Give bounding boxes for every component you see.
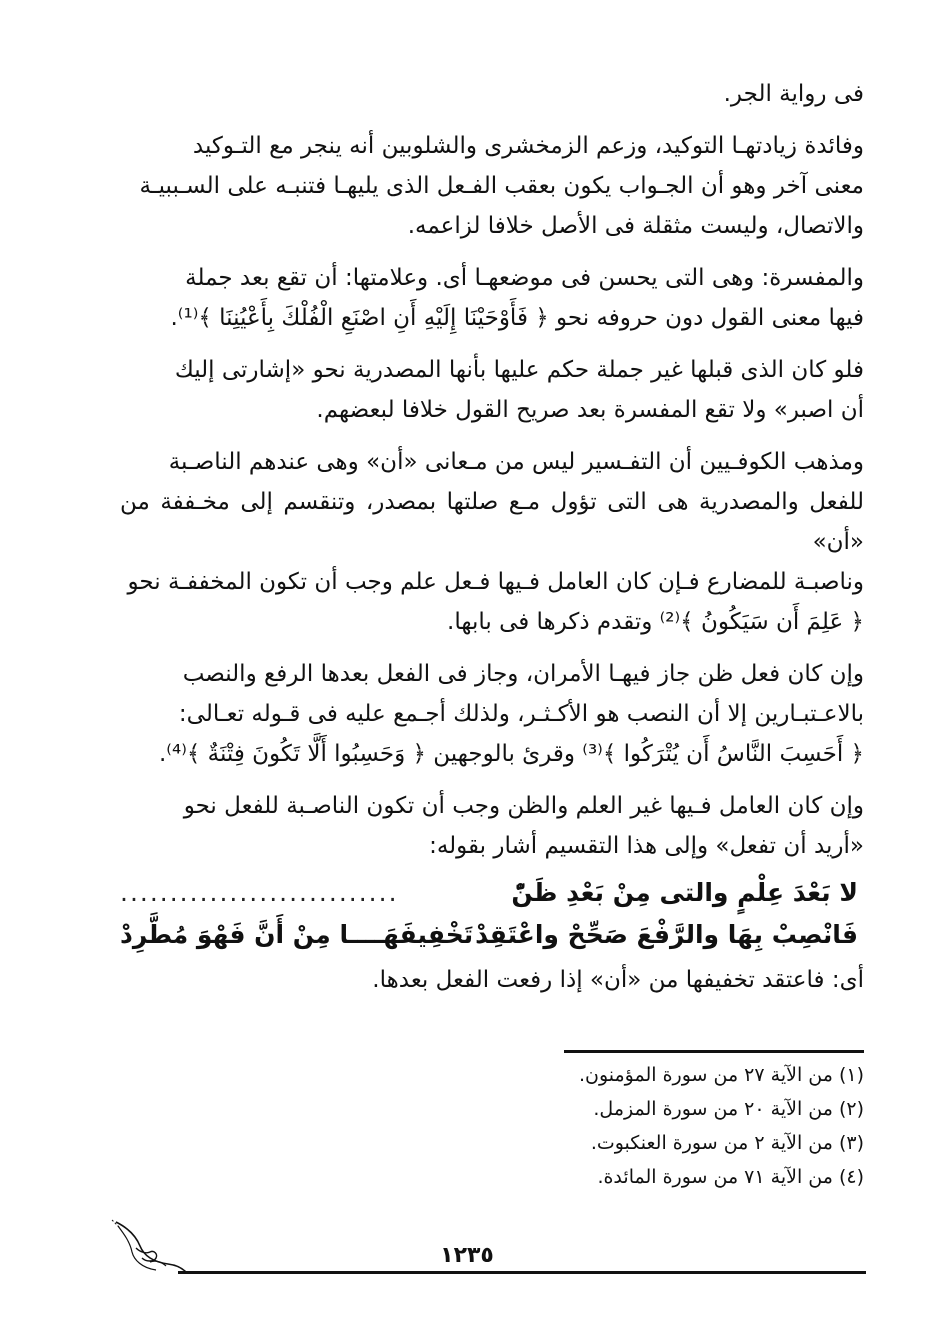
poetry-verse [120,872,864,956]
main-text [120,74,864,1000]
text-line: ﴿ أَحَسِبَ النَّاسُ أَن يُتْرَكُوا ﴾⁽³⁾ وقرئ بالوجهين ﴿ وَحَسِبُوا أَلَّا تَكُونَ فِتْنَةٌ ﴾⁽⁴⁾. [158,741,864,767]
text-line: وفائدة زيادتهـا التوكيد، وزعم الزمخشرى والشلوبين أنه ينجر مع التـوكيد [192,133,864,159]
verse-hemistich-first: لا بَعْدَ عِلْمٍ والتى مِنْ بَعْدِ ظَنّْ [511,878,858,907]
verse-hemistich-second: تَخْفِيفَهَــــا مِنْ أَنَّ فَهْوَ مُطَّرِدْ [120,920,474,949]
text-line: أن اصبر» ولا تقع المفسرة بعد صريح القول خلافا لبعضهم. [316,397,864,423]
footnote: (٣) من الآية ٢ من سورة العنكبوت. [590,1132,864,1154]
paragraph [120,350,864,430]
text-line: فيها معنى القول دون حروفه نحو ﴿ فَأَوْحَيْنَا إِلَيْهِ أَنِ اصْنَعِ الْفُلْكَ بِأَعْيُنِنَا ﴾⁽¹⁾. [170,305,864,331]
paragraph [120,442,864,642]
paragraph [120,258,864,338]
text-line: فلو كان الذى قبلها غير جملة حكم عليها بأنها المصدرية نحو «إشارتى إليك [174,357,864,383]
footnotes [364,1058,864,1194]
text-line: معنى آخر وهو أن الجـواب يكون بعقب الفـعل الذى يليهـا فتنبـه على السـببيـة [139,173,864,199]
page-number: ١٢٣٥ [440,1243,494,1268]
text-line: وإن كان فعل ظن جاز فيهـا الأمران، وجاز فى الفعل بعدها الرفع والنصب [182,661,864,687]
text-line: ﴿ عَلِمَ أَن سَيَكُونُ ﴾⁽²⁾ وتقدم ذكرها فى بابها. [447,609,864,635]
paragraph [120,126,864,246]
paragraph [120,654,864,774]
text-line: وإن كان العامل فـيها غير العلم والظن وجب أن تكون الناصـبة للفعل نحو [183,793,864,819]
text-line: فى رواية الجر. [723,81,864,107]
verse-line [120,872,864,914]
verse-explanation: أى: فاعتقد تخفيفها من «أن» إذا رفعت الفعل بعدها. [372,967,864,993]
footnote: (١) من الآية ٢٧ من سورة المؤمنون. [578,1064,864,1086]
text-line: «أريد أن تفعل» وإلى هذا التقسيم أشار بقوله: [429,833,864,859]
paragraph [120,74,864,114]
footnote: (٤) من الآية ٧١ من سورة المائدة. [597,1166,864,1188]
text-line: للفعل والمصدرية هى التى تؤول مـع صلتها بمصدر، وتنقسم إلى مخـففة من «أن» [120,489,864,555]
footnote: (٢) من الآية ٢٠ من سورة المزمل. [593,1098,864,1120]
text-line: والاتصال، وليست مثقلة فى الأصل خلافا لزاعمه. [407,213,864,239]
bottom-rule [178,1271,866,1274]
verse-line [120,914,864,956]
paragraph [120,786,864,866]
verse-hemistich-first: فَانْصِبْ بِهَا والرَّفْعَ صَحِّحْ واعْتَقِدْ [475,920,858,949]
verse-hemistich-second: ............................ [120,878,399,907]
text-line: بالاعـتبـارين إلا أن النصب هو الأكـثـر، ولذلك أجـمع عليه فى قـوله تعـالى: [178,701,864,727]
text-line: ومذهب الكوفـيين أن التفـسير ليس من مـعانى «أن» وهى عندهم الناصـبة [168,449,864,475]
footnote-separator [564,1050,864,1053]
text-line: والمفسرة: وهى التى يحسن فى موضعهـا أى. وعلامتها: أن تقع بعد جملة [185,265,864,291]
text-line: وناصبـة للمضارع فـإن كان العامل فـيها فـعل علم وجب أن تكون المخففـة نحو [127,569,864,595]
